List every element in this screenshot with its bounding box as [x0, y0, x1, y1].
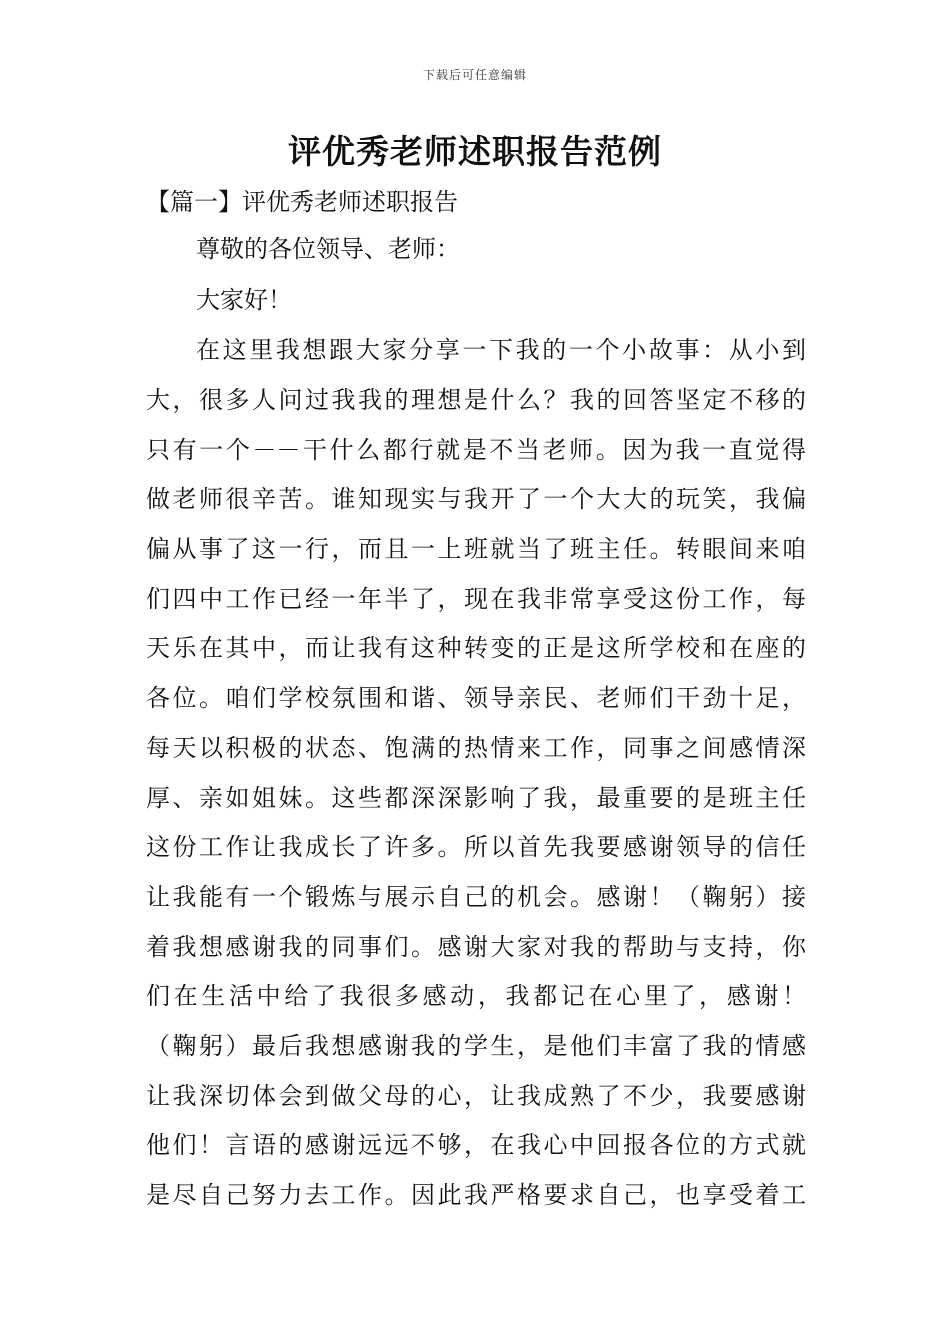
- paragraph-line: 着我想感谢我的同事们。感谢大家对我的帮助与支持，你: [146, 933, 806, 961]
- paragraph-line: 让我深切体会到做父母的心，让我成熟了不少，我要感谢: [146, 1082, 806, 1110]
- paragraph-line: 各位。咱们学校氛围和谐、领导亲民、老师们干劲十足，: [146, 684, 806, 712]
- section-heading: 【篇一】评优秀老师述职报告: [146, 188, 458, 216]
- paragraph-line: 偏从事了这一行，而且一上班就当了班主任。转眼间来咱: [146, 535, 806, 563]
- paragraph-line: 厚、亲如姐妹。这些都深深影响了我，最重要的是班主任: [146, 784, 806, 812]
- salutation: 尊敬的各位领导、老师：: [196, 235, 460, 263]
- paragraph-line: 只有一个－－干什么都行就是不当老师。因为我一直觉得: [146, 436, 806, 464]
- paragraph-line: 他们！言语的感谢远远不够，在我心中回报各位的方式就: [146, 1131, 806, 1159]
- paragraph-line: 是尽自己努力去工作。因此我严格要求自己，也享受着工: [146, 1181, 806, 1209]
- paragraph-line: 大，很多人问过我我的理想是什么？我的回答坚定不移的: [146, 386, 806, 414]
- paragraph-line: （鞠躬）最后我想感谢我的学生，是他们丰富了我的情感: [146, 1032, 806, 1060]
- paragraph-line: 们在生活中给了我很多感动，我都记在心里了，感谢！: [146, 982, 806, 1010]
- header-note: 下载后可任意编辑: [422, 68, 527, 82]
- greeting: 大家好！: [196, 286, 292, 314]
- page-title: 评优秀老师述职报告范例: [288, 132, 662, 171]
- paragraph-line: 们四中工作已经一年半了，现在我非常享受这份工作，每: [146, 585, 806, 613]
- paragraph-line: 让我能有一个锻炼与展示自己的机会。感谢！（鞠躬）接: [146, 883, 806, 911]
- paragraph-line: 每天以积极的状态、饱满的热情来工作，同事之间感情深: [146, 734, 806, 762]
- paragraph-line: 天乐在其中，而让我有这种转变的正是这所学校和在座的: [146, 634, 806, 662]
- paragraph-line: 在这里我想跟大家分享一下我的一个小故事：从小到: [196, 336, 806, 364]
- paragraph-line: 这份工作让我成长了许多。所以首先我要感谢领导的信任: [146, 833, 806, 861]
- paragraph-line: 做老师很辛苦。谁知现实与我开了一个大大的玩笑，我偏: [146, 485, 806, 513]
